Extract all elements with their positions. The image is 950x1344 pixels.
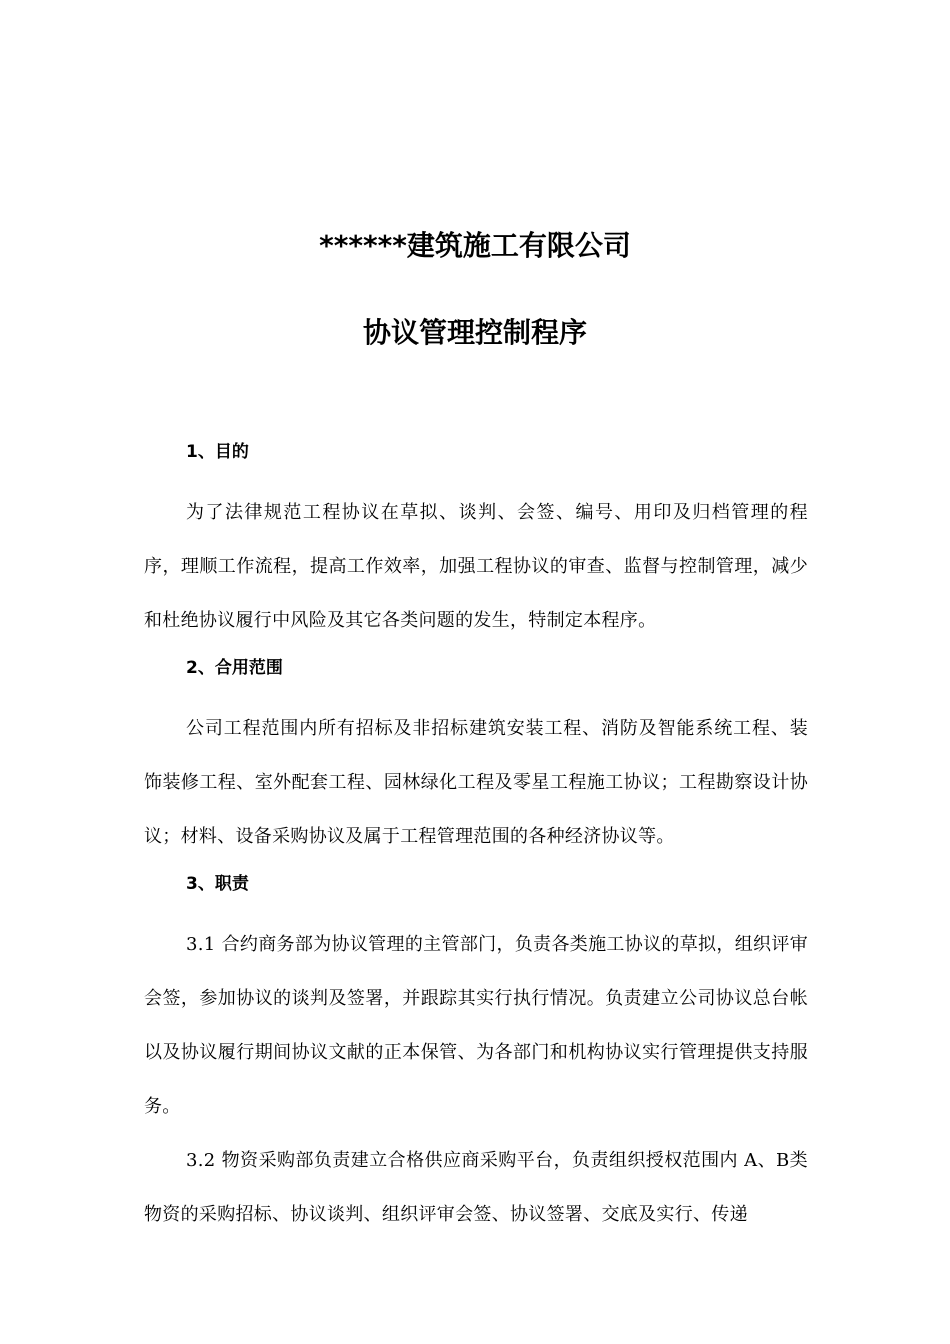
section-purpose [144,432,808,648]
document-title: 协议管理控制程序 [362,316,587,349]
document-body [144,432,808,1242]
section-scope [144,648,808,864]
section-paragraph: 3.1 合约商务部为协议管理的主管部门，负责各类施工协议的草拟，组织评审会签，参加协议的谈判及签署，并跟踪其实行执行情况。负责建立公司协议总台帐以及协议履行期间协议文献的正本保管、为各部门和机构协议实行管理提供支持服务。 [144,934,808,1117]
company-title: ******建筑施工有限公司 [319,229,631,262]
section-paragraph: 为了法律规范工程协议在草拟、谈判、会签、编号、用印及归档管理的程序，理顺工作流程，提高工作效率，加强工程协议的审查、监督与控制管理，减少和杜绝协议履行中风险及其它各类问题的发生，特制定本程序。 [144,502,808,631]
section-paragraph: 公司工程范围内所有招标及非招标建筑安装工程、消防及智能系统工程、装饰装修工程、室外配套工程、园林绿化工程及零星工程施工协议；工程勘察设计协议；材料、设备采购协议及属于工程管理范围的各种经济协议等。 [144,718,808,847]
section-heading: 3、职责 [186,874,249,894]
section-heading: 2、合用范围 [186,658,283,678]
section-paragraph: 3.2 物资采购部负责建立合格供应商采购平台，负责组织授权范围内 A、B类物资的采购招标、协议谈判、组织评审会签、协议签署、交底及实行、传递 [144,1150,808,1225]
section-heading: 1、目的 [186,442,249,462]
section-responsibilities [144,864,808,1242]
